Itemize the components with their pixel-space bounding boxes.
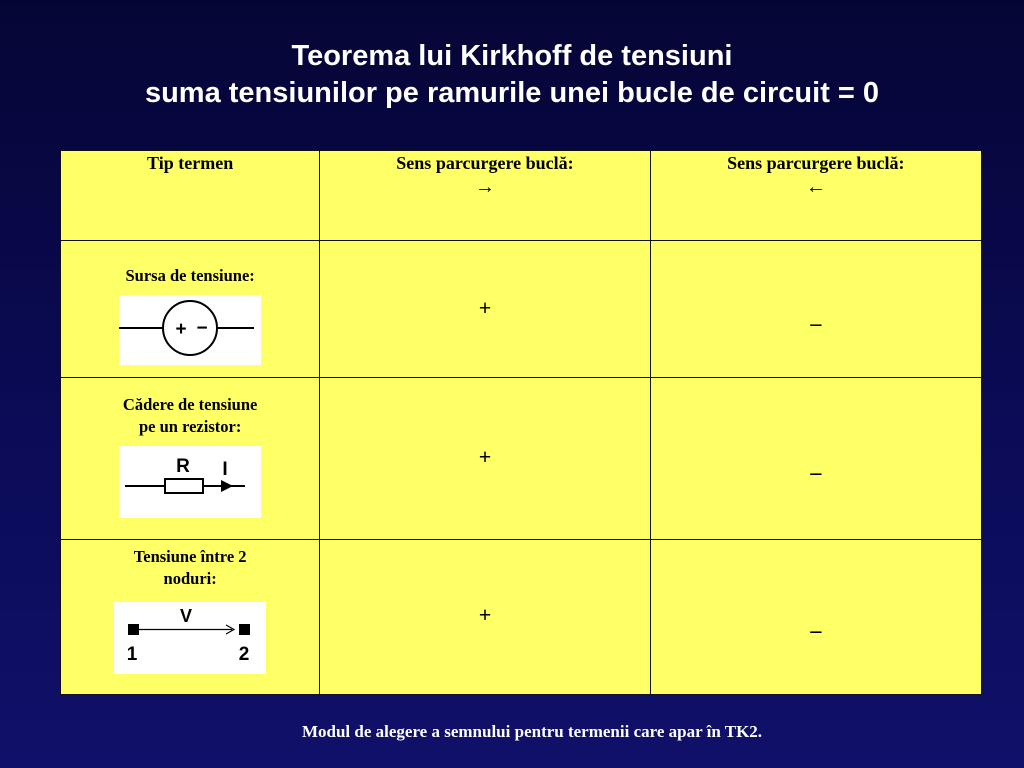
forward-sign: +: [478, 602, 492, 627]
row-type-cell: [61, 378, 320, 540]
arrow-left-icon: ←: [805, 176, 826, 198]
minus-terminal-label: −: [196, 318, 208, 339]
resistor-label: R: [176, 456, 191, 477]
table-row: [61, 241, 982, 378]
slide-caption: Modul de alegere a semnului pentru termenii care apar în TK2.: [301, 722, 763, 741]
header-cell-type: [61, 151, 320, 241]
resistor-icon: [119, 446, 261, 518]
voltage-source-icon: [119, 295, 261, 365]
title-line-2: suma tensiunilor pe ramurile unei bucle de circuit = 0: [144, 77, 880, 109]
forward-sign: +: [478, 295, 492, 320]
row-forward-cell: [320, 241, 650, 378]
header-cell-forward: [320, 151, 650, 241]
row-backward-cell: [650, 241, 981, 378]
current-label: I: [222, 459, 228, 480]
plus-terminal-label: +: [175, 319, 187, 340]
voltage-label: V: [180, 606, 193, 626]
node-2-label: 2: [238, 644, 250, 665]
header-type-label: Tip termen: [147, 153, 234, 173]
header-cell-backward: [650, 151, 981, 241]
row-label-line-1: Cădere de tensiune: [122, 395, 258, 414]
slide-title: [0, 38, 1024, 112]
row-backward-cell: [650, 540, 981, 695]
arrow-right-icon: →: [474, 176, 495, 198]
forward-sign: +: [478, 444, 492, 469]
row-type-cell: [61, 540, 320, 695]
row-label-line-2: noduri:: [163, 569, 217, 588]
title-line-1: Teorema lui Kirkhoff de tensiuni: [291, 40, 733, 72]
backward-sign: _: [810, 452, 822, 477]
node-voltage-icon: [114, 602, 266, 674]
kirchhoff-sign-table: [60, 150, 982, 695]
node-1-label: 1: [126, 644, 138, 665]
row-label-line-2: pe un rezistor:: [138, 417, 242, 436]
backward-sign: _: [810, 303, 822, 328]
header-backward-label: Sens parcurgere buclă:: [727, 153, 905, 173]
row-backward-cell: [650, 378, 981, 540]
row-forward-cell: [320, 378, 650, 540]
row-label-line-1: Tensiune între 2: [133, 547, 247, 566]
backward-sign: _: [810, 610, 822, 635]
row-type-cell: [61, 241, 320, 378]
table-row: [61, 540, 982, 695]
table-header-row: [61, 151, 982, 241]
table-row: [61, 378, 982, 540]
row-forward-cell: [320, 540, 650, 695]
row-label: Sursa de tensiune:: [125, 266, 255, 285]
header-forward-label: Sens parcurgere buclă:: [396, 153, 574, 173]
